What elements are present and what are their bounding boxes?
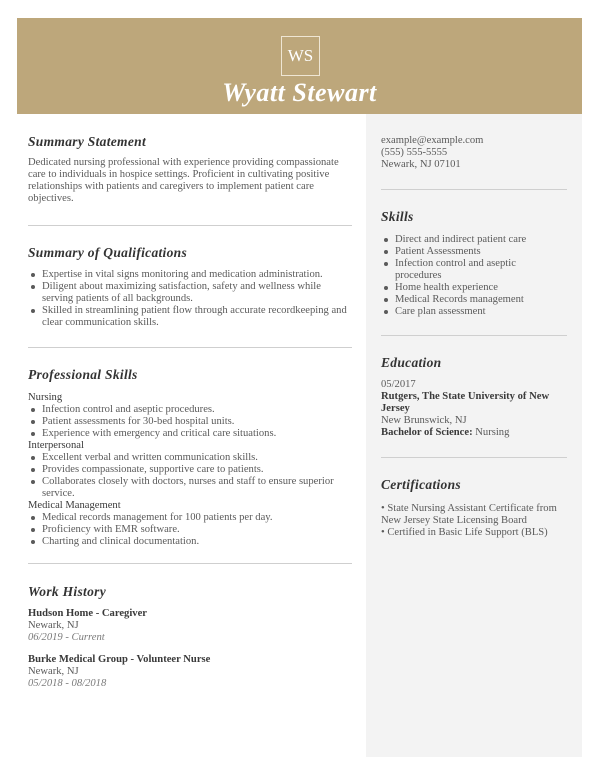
divider — [28, 347, 352, 348]
candidate-name: Wyatt Stewart — [222, 78, 377, 107]
summary-title: Summary Statement — [28, 134, 146, 149]
job-dates: 05/2018 - 08/2018 — [28, 678, 107, 689]
contact-info — [381, 135, 571, 171]
education-entry — [381, 379, 561, 439]
contact-phone[interactable]: (555) 555-5555 — [381, 147, 448, 158]
list-item: Provides compassionate, supportive care to patients. — [30, 464, 352, 476]
list-item: Expertise in vital signs monitoring and medication administration. — [30, 269, 348, 281]
bullet-icon — [31, 420, 35, 424]
divider — [28, 225, 352, 226]
sidebar — [366, 114, 582, 757]
bullet-icon — [384, 310, 388, 314]
list-item: Excellent verbal and written communication skills. — [30, 452, 352, 464]
list-item: Diligent about maximizing satisfaction, safety and wellness while serving patients of all backgrounds. — [30, 281, 348, 305]
certifications-list — [381, 503, 571, 539]
education-date: 05/2017 — [381, 379, 416, 390]
list-item: Skilled in streamlining patient flow through accurate recordkeeping and clear communication skills. — [30, 305, 348, 329]
bullet-icon — [31, 285, 35, 289]
bullet-icon — [384, 262, 388, 266]
divider — [381, 457, 567, 458]
bullet-icon — [384, 298, 388, 302]
job-title: Burke Medical Group - Volunteer Nurse — [28, 654, 211, 665]
skills-list — [383, 234, 563, 318]
list-item: Medical records management for 100 patients per day. — [30, 512, 352, 524]
skill-group-list — [28, 404, 352, 440]
work-history-title: Work History — [28, 584, 106, 599]
monogram: WS — [281, 36, 320, 76]
education-degree — [381, 427, 561, 439]
list-item: Patient assessments for 30-bed hospital units. — [30, 416, 352, 428]
job-entry — [28, 608, 352, 644]
degree-field: Nursing — [475, 427, 510, 438]
contact-email[interactable]: example@example.com — [381, 135, 484, 146]
list-item: Proficiency with EMR software. — [30, 524, 352, 536]
bullet-icon — [31, 432, 35, 436]
skill-group-heading: Medical Management — [28, 500, 121, 511]
bullet-icon — [384, 286, 388, 290]
education-school: Rutgers, The State University of New Jersey — [381, 391, 550, 414]
skill-group-heading: Nursing — [28, 392, 63, 403]
job-location: Newark, NJ — [28, 620, 79, 631]
list-item: Charting and clinical documentation. — [30, 536, 352, 548]
bullet-icon — [31, 273, 35, 277]
divider — [381, 189, 567, 190]
list-item: Infection control and aseptic procedures. — [30, 404, 352, 416]
skill-group-heading: Interpersonal — [28, 440, 84, 451]
job-location: Newark, NJ — [28, 666, 79, 677]
qualifications-list — [30, 269, 348, 329]
list-item: Experience with emergency and critical care situations. — [30, 428, 352, 440]
certifications-title: Certifications — [381, 477, 461, 492]
list-item: Direct and indirect patient care — [383, 234, 563, 246]
bullet-icon — [384, 238, 388, 242]
divider — [381, 335, 567, 336]
bullet-icon — [31, 540, 35, 544]
list-item: Collaborates closely with doctors, nurses and staff to ensure superior service. — [30, 476, 352, 500]
qualifications-title: Summary of Qualifications — [28, 245, 188, 260]
skill-group-list — [28, 452, 352, 500]
bullet-icon — [31, 528, 35, 532]
degree-label: Bachelor of Science: — [381, 427, 473, 438]
professional-skills — [28, 392, 352, 548]
bullet-icon — [31, 408, 35, 412]
education-location: New Brunswick, NJ — [381, 415, 467, 426]
certification-item: • Certified in Basic Life Support (BLS) — [381, 527, 548, 538]
contact-address: Newark, NJ 07101 — [381, 159, 461, 170]
bullet-icon — [384, 250, 388, 254]
job-dates: 06/2019 - Current — [28, 632, 105, 643]
job-entry — [28, 654, 352, 690]
professional-skills-title: Professional Skills — [28, 367, 138, 382]
skills-title: Skills — [381, 209, 414, 224]
bullet-icon — [31, 456, 35, 460]
list-item: Patient Assessments — [383, 246, 563, 258]
bullet-icon — [31, 309, 35, 313]
bullet-icon — [31, 516, 35, 520]
list-item: Medical Records management — [383, 294, 563, 306]
list-item: Home health experience — [383, 282, 563, 294]
divider — [28, 563, 352, 564]
skill-group-list — [28, 512, 352, 548]
bullet-icon — [31, 468, 35, 472]
list-item: Care plan assessment — [383, 306, 563, 318]
job-title: Hudson Home - Caregiver — [28, 608, 147, 619]
list-item: Infection control and aseptic procedures — [383, 258, 563, 282]
resume-header — [17, 18, 582, 114]
education-title: Education — [381, 355, 442, 370]
certification-item: • State Nursing Assistant Certificate from New Jersey State Licensing Board — [381, 503, 557, 526]
bullet-icon — [31, 480, 35, 484]
summary-text: Dedicated nursing professional with experience providing compassionate care to individuals in hospice settings. Proficient in cultivating positive relationships with patients and caregivers to implement patient care objectives. — [28, 157, 339, 204]
